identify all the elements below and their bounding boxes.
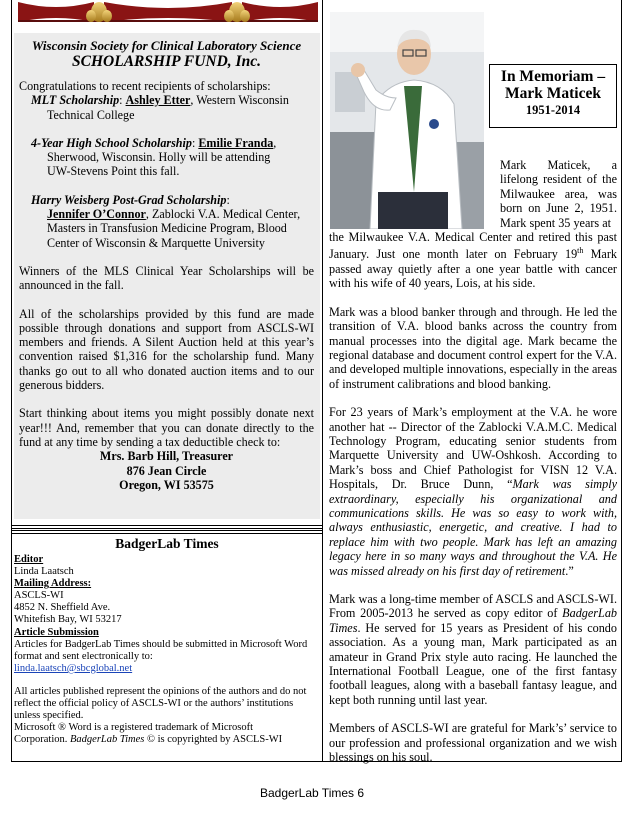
award-recipient: Jennifer O’Connor (47, 207, 146, 222)
award-detail: Technical College (47, 107, 135, 122)
award-recipient: Emilie Franda (198, 135, 274, 150)
memoriam-name: Mark Maticek (505, 85, 601, 102)
award-detail: UW-Stevens Point this fall. (47, 164, 180, 179)
decorative-banner (18, 0, 318, 28)
award-postgrad (19, 193, 314, 250)
memoriam-dates: 1951-2014 (525, 103, 581, 117)
mailing-heading: Mailing Address: (14, 578, 92, 590)
award-label: 4-Year High School Scholarship (31, 135, 192, 150)
paragraph-text: Mark was a long-time member of ASCLS and ASCLS-WI. From 2005-2013 he served as copy editor of (329, 592, 617, 621)
copyright-line (14, 734, 320, 746)
award-detail: , Zablocki V.A. Medical Center, (145, 207, 301, 222)
address-line: Oregon, WI 53575 (119, 477, 214, 492)
scholarship-box (14, 33, 320, 519)
award-detail: , (273, 135, 277, 150)
double-rule (12, 530, 322, 534)
paragraph-text: Mark passed away quietly after a one year battle with cancer with his wife of 40 years, Lois, at his side. (329, 247, 617, 291)
award-label-colon: : (226, 192, 230, 207)
donation-paragraph: Start thinking about items you might possibly donate next year!!! And, remember that you can donate directly to the fund at any time by sending a tax deductible check to: (19, 406, 314, 449)
award-detail: Center of Wisconsin & Marquette University (47, 235, 265, 250)
paragraph-text: the Milwaukee V.A. Medical Center and retired this past January. Just one month later on February 19 (329, 230, 617, 262)
scholarship-org: Wisconsin Society for Clinical Laboratory Science (31, 38, 302, 53)
award-detail: Masters in Transfusion Medicine Program, Blood (47, 221, 287, 236)
memoriam-paragraph (329, 405, 617, 578)
memoriam-heading: In Memoriam – (500, 68, 606, 85)
award-label: Harry Weisberg Post-Grad Scholarship (31, 192, 227, 207)
mailing-line: 4852 N. Sheffield Ave. (14, 602, 111, 614)
publication-title: BadgerLab Times (329, 606, 617, 635)
double-rule (12, 525, 322, 529)
memoriam-paragraph: Mark was a blood banker through and through. He led the transition of V.A. blood banks across the country from manual processes into the digital age. Mark became the regional database and document control expert for the V.A. and developed multiple innovations, especially in the areas of instrument calibrations and blood banking. (329, 304, 617, 391)
award-recipient: Ashley Etter (125, 93, 191, 108)
editor-email-link[interactable]: linda.laatsch@sbcglobal.net (14, 662, 133, 674)
submission-text: Articles for BadgerLab Times should be submitted in Microsoft Word format and sent electronically to: (14, 638, 308, 662)
memoriam-lead: Mark Maticek, a lifelong resident of the Milwaukee area, was born on June 2, 1951. Mark spent 35 years at (500, 158, 617, 230)
page-footer: BadgerLab Times 6 (259, 786, 365, 800)
memoriam-body (329, 230, 617, 778)
column-divider (322, 0, 323, 762)
copyright-text: Corporation. (14, 734, 70, 746)
address-line: 876 Jean Circle (126, 463, 207, 478)
copyright-text: © is copyrighted by ASCLS-WI (144, 734, 283, 746)
ordinal-suffix: th (577, 246, 584, 256)
scholarship-fund-title: SCHOLARSHIP FUND, Inc. (72, 53, 261, 70)
paragraph-text: .” (565, 563, 574, 578)
paragraph-text: For 23 years of Mark’s employment at the V.A. he wore another hat -- Director of the Zablocki V.A.M.C. Medical Technology Program, educating senior students from Marquette University and UW-Oshkosh. According to Mark’s boss and Chief Pathologist for VISN 12 V.A. Hospitals, Dr. Bruce Dunn, “ (329, 405, 617, 492)
memoriam-title-box (489, 64, 617, 128)
scholarship-funding-paragraph: All of the scholarships provided by this fund are made possible through donations and support from ASCLS-WI members and friends. A Silent Auction held at this year’s convention raised $1,316 for the scholarship fund. Many thanks go out to all who donated auction items and to our generous bidders. (19, 306, 314, 393)
scholarship-intro: Congratulations to recent recipients of scholarships: (19, 79, 271, 93)
award-highschool: 4-Year High School Scholarship: Emilie Franda, Sherwood, Wisconsin. Holly will be attending UW-Stevens Point this fall. (19, 136, 314, 179)
mailing-line: Whitefish Bay, WI 53217 (14, 614, 122, 626)
treasurer-address (19, 449, 314, 492)
badgerlab-info (14, 536, 320, 746)
memoriam-paragraph (329, 592, 617, 707)
editor-name: Linda Laatsch (14, 566, 74, 578)
award-detail: Sherwood, Wisconsin. Holly will be attending (47, 150, 271, 165)
badgerlab-title: BadgerLab Times (115, 536, 219, 551)
disclaimer-text: All articles published represent the opinions of the authors and do not reflect the official policy of ASCLS-WI or the authors’ institutions unless specified. (14, 685, 307, 722)
winners-paragraph: Winners of the MLS Clinical Year Scholarships will be announced in the fall. (19, 263, 314, 293)
quote-text: Mark was simply extraordinary, especially his organizational and communications skills. He was so easy to work with, always enthusiastic, energetic, and creative. I had to replace him with two people. Mark has left an amazing legacy here in so many ways and throughout the V.A. He was missed already on his first day of retirement (329, 477, 617, 578)
mailing-line: ASCLS-WI (14, 590, 64, 602)
award-label: MLT Scholarship (31, 93, 120, 108)
trademark-line: Microsoft ® Word is a registered trademark of Microsoft (14, 722, 254, 734)
submission-heading: Article Submission (14, 626, 99, 638)
award-detail: , Western Wisconsin (190, 93, 289, 108)
editor-heading: Editor (14, 554, 44, 565)
copyright-title: BadgerLab Times (70, 734, 145, 746)
memoriam-paragraph: Members of ASCLS-WI are grateful for Mark’s’ service to our profession and professional organization and we wish blessings on his soul. (329, 721, 617, 765)
paragraph-text: . He served for 15 years as President of his condo association. As a young man, Mark participated as an amateur in Grand Prix style auto racing. He launched the International Football League, one of the first fantasy football leagues, along with a baseball fantasy league, and kept both running until last year. (329, 620, 617, 707)
mark-maticek-photo (330, 12, 484, 229)
address-line: Mrs. Barb Hill, Treasurer (99, 449, 234, 464)
memoriam-paragraph (329, 230, 617, 291)
award-mlt: MLT Scholarship: Ashley Etter, Western Wisconsin Technical College (19, 93, 314, 122)
